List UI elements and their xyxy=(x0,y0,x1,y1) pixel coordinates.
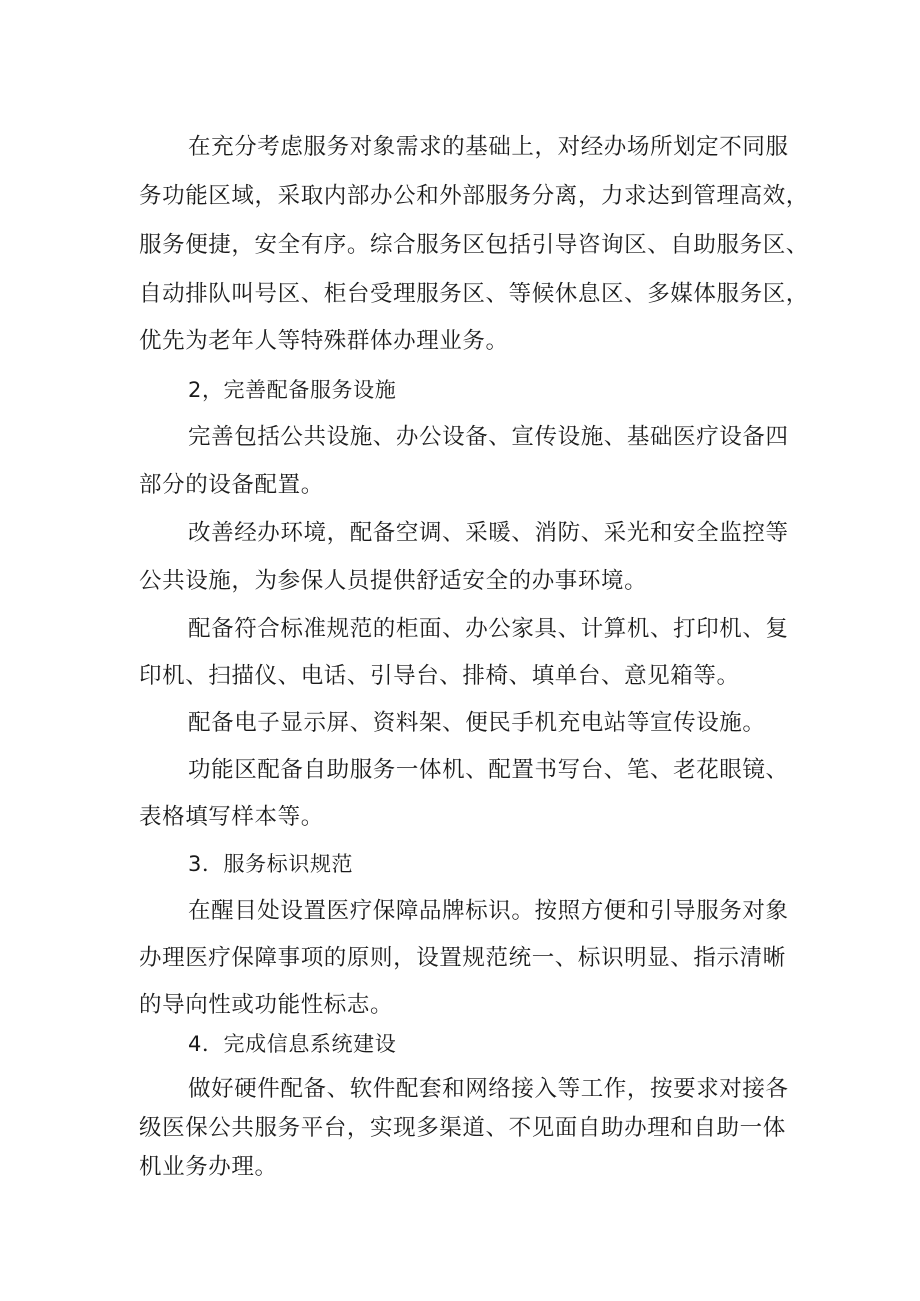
paragraph-line: 公共设施，为参保人员提供舒适安全的办事环境。 xyxy=(139,568,648,594)
paragraph-line: 优先为老年人等特殊群体办理业务。 xyxy=(139,328,509,354)
section-heading: 2，完善配备服务设施 xyxy=(188,378,397,402)
paragraph-line: 改善经办环境，配备空调、采暖、消防、采光和安全监控等 xyxy=(188,520,789,546)
paragraph-line: 功能区配备自助服务一体机、配置书写台、笔、老花眼镜、 xyxy=(188,757,789,783)
paragraph-line: 服务便捷，安全有序。综合服务区包括引导咨询区、自助服务区、 xyxy=(139,232,809,258)
paragraph-line: 务功能区域，采取内部办公和外部服务分离，力求达到管理高效， xyxy=(139,183,809,209)
paragraph-line: 完善包括公共设施、办公设备、宣传设施、基础医疗设备四 xyxy=(188,424,789,450)
paragraph-line: 自动排队叫号区、柜台受理服务区、等候休息区、多媒体服务区， xyxy=(139,281,809,307)
paragraph-line: 配备电子显示屏、资料架、便民手机充电站等宣传设施。 xyxy=(188,710,766,736)
paragraph-line: 做好硬件配备、软件配套和网络接入等工作，按要求对接各 xyxy=(188,1076,789,1102)
paragraph-line: 印机、扫描仪、电话、引导台、排椅、填单台、意见箱等。 xyxy=(139,663,740,689)
paragraph-line: 办理医疗保障事项的原则，设置规范统一、标识明显、指示清晰 xyxy=(139,945,786,971)
paragraph-line: 部分的设备配置。 xyxy=(139,472,324,498)
paragraph-line: 表格填写样本等。 xyxy=(139,804,324,830)
paragraph-line: 的导向性或功能性标志。 xyxy=(139,992,394,1018)
section-heading: 4．完成信息系统建设 xyxy=(188,1032,397,1056)
paragraph-line: 级医保公共服务平台，实现多渠道、不见面自助办理和自助一体 xyxy=(139,1115,786,1141)
paragraph-line: 在充分考虑服务对象需求的基础上，对经办场所划定不同服 xyxy=(188,134,789,160)
section-heading: 3．服务标识规范 xyxy=(188,852,354,876)
paragraph-line: 机业务办理。 xyxy=(139,1154,278,1180)
paragraph-line: 在醒目处设置医疗保障品牌标识。按照方便和引导服务对象 xyxy=(188,898,789,924)
paragraph-line: 配备符合标准规范的柜面、办公家具、计算机、打印机、复 xyxy=(188,616,789,642)
